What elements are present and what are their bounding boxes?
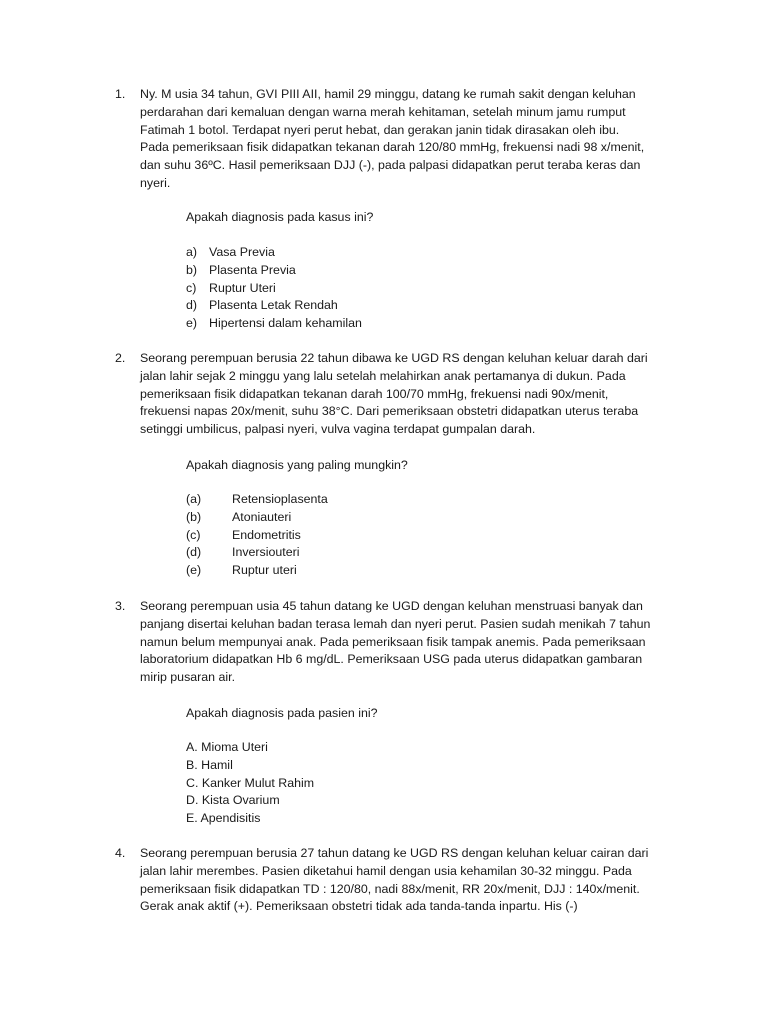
question-text: Ny. M usia 34 tahun, GVI PIII AII, hamil 29 minggu, datang ke rumah sakit dengan keluhan perdarahan dari kemaluan dengan warna merah kehitaman, setelah minum jamu rumput Fatimah 1 botol. Terdapat nyeri perut hebat, dan gerakan janin tidak dirasakan oleh ibu. Pada pemeriksaan fisik didapatkan tekanan darah 120/80 mmHg, frekuensi nadi 98 x/menit, dan suhu 36ºC. Hasil pemeriksaan DJJ (-), pada palpasi didapatkan perut teraba keras dan nyeri.: [140, 87, 645, 190]
option-label: b): [186, 262, 198, 277]
option-item: [186, 810, 314, 828]
option-text: Hipertensi dalam kehamilan: [209, 316, 362, 331]
option-item: [186, 757, 314, 775]
option-label: (d): [186, 545, 202, 560]
option-text: Vasa Previa: [209, 245, 275, 259]
option-text: Retensioplasenta: [232, 492, 328, 506]
option-text: C. Kanker Mulut Rahim: [186, 775, 315, 790]
question-prompt: Apakah diagnosis pada pasien ini?: [186, 706, 378, 720]
option-label: (c): [186, 527, 201, 542]
option-item: [186, 315, 362, 333]
option-item: [186, 297, 362, 315]
option-item: [186, 739, 314, 757]
option-item: [186, 775, 314, 793]
option-list: [186, 739, 314, 828]
option-text: E. Apendisitis: [186, 811, 261, 826]
option-text: Plasenta Letak Rendah: [209, 298, 338, 313]
question-number: 1.: [115, 87, 126, 101]
option-item: [186, 527, 328, 545]
option-item: [186, 244, 362, 262]
option-label: c): [186, 280, 197, 295]
question-prompt: Apakah diagnosis pada kasus ini?: [186, 210, 374, 224]
option-item: [186, 562, 328, 580]
question-number: 2.: [115, 351, 126, 365]
option-list: [186, 244, 362, 333]
option-item: [186, 509, 328, 527]
option-text: D. Kista Ovarium: [186, 793, 280, 808]
option-item: [186, 792, 314, 810]
option-text: Ruptur uteri: [232, 563, 297, 578]
option-label: e): [186, 316, 198, 331]
option-item: [186, 544, 328, 562]
option-text: A. Mioma Uteri: [186, 740, 268, 754]
question-prompt: Apakah diagnosis yang paling mungkin?: [186, 458, 408, 472]
question-text: Seorang perempuan berusia 27 tahun datang ke UGD RS dengan keluhan keluar cairan dari jalan lahir merembes. Pasien diketahui hamil dengan usia kehamilan 30-32 minggu. Pada pemeriksaan fisik didapatkan TD : 120/80, nadi 88x/menit, RR 20x/menit, DJJ : 140x/menit. Gerak anak aktif (+). Pemeriksaan obstetri tidak ada tanda-tanda inpartu. His (-): [140, 846, 649, 914]
option-text: B. Hamil: [186, 757, 233, 772]
option-text: Ruptur Uteri: [209, 280, 276, 295]
option-item: [186, 262, 362, 280]
option-label: (a): [186, 492, 202, 506]
option-list: [186, 491, 328, 580]
question-text: Seorang perempuan berusia 22 tahun dibawa ke UGD RS dengan keluhan keluar darah dari jalan lahir sejak 2 minggu yang lalu setelah melahirkan anak pertamanya di dukun. Pada pemeriksaan fisik didapatkan tekanan darah 100/70 mmHg, frekuensi nadi 90x/menit, frekuensi napas 20x/menit, suhu 38°C. Dari pemeriksaan obstetri didapatkan uterus teraba setinggi umbilicus, palpasi nyeri, vulva vagina terdapat gumpalan darah.: [140, 351, 648, 437]
option-item: [186, 491, 328, 509]
question-number: 3.: [115, 599, 126, 613]
option-label: (e): [186, 563, 202, 578]
option-text: Atoniauteri: [232, 509, 292, 524]
option-text: Endometritis: [232, 527, 301, 542]
option-item: [186, 280, 362, 298]
option-text: Plasenta Previa: [209, 262, 296, 277]
option-text: Inversiouteri: [232, 545, 300, 560]
option-label: a): [186, 245, 198, 259]
question-text: Seorang perempuan usia 45 tahun datang ke UGD dengan keluhan menstruasi banyak dan panjang disertai keluhan badan terasa lemah dan nyeri perut. Pasien sudah menikah 7 tahun namun belum mempunyai anak. Pada pemeriksaan fisik tampak anemis. Pada pemeriksaan laboratorium didapatkan Hb 6 mg/dL. Pemeriksaan USG pada uterus didapatkan gambaran mirip pusaran air.: [140, 599, 651, 685]
question-number: 4.: [115, 846, 126, 860]
option-label: d): [186, 298, 198, 313]
option-label: (b): [186, 509, 202, 524]
